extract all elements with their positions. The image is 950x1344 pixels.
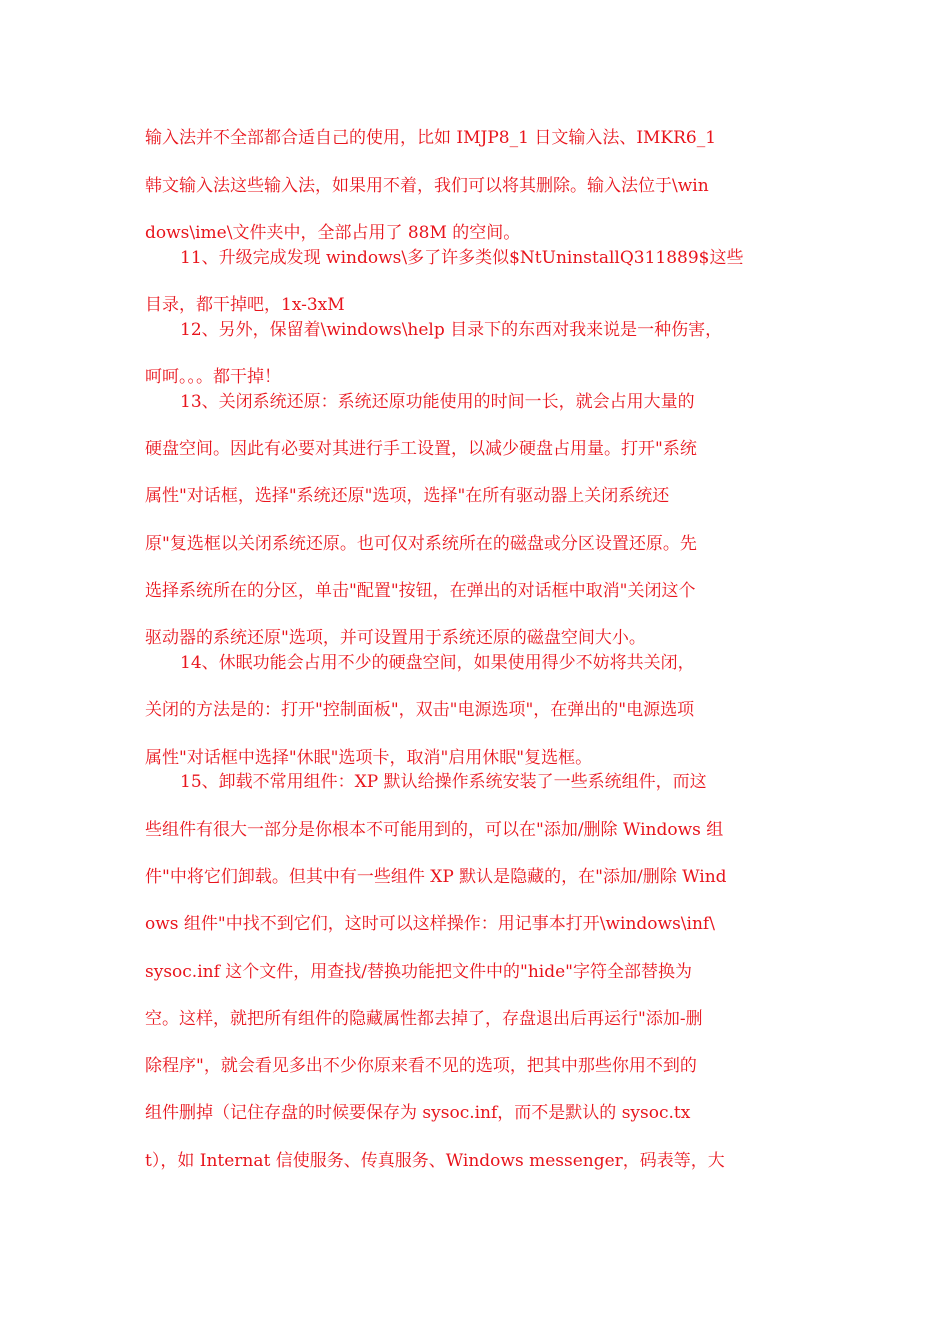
text-line: 韩文输入法这些输入法，如果用不着，我们可以将其删除。输入法位于\win — [145, 176, 709, 196]
text-line: 目录，都干掉吧，1x-3xM — [145, 295, 345, 315]
text-line: 呵呵。。。都干掉！ — [145, 367, 281, 387]
text-line: 关闭的方法是的：打开"控制面板"，双击"电源选项"，在弹出的"电源选项 — [145, 700, 695, 720]
text-line: t），如 Internat 信使服务、传真服务、Windows messenger，码表等，大 — [145, 1151, 725, 1171]
text-line: 件"中将它们卸载。但其中有一些组件 XP 默认是隐藏的，在"添加/删除 Wind — [145, 867, 727, 887]
text-line: 输入法并不全部都合适自己的使用，比如 IMJP8_1 日文输入法、IMKR6_1 — [145, 128, 717, 148]
text-line: ows 组件"中找不到它们，这时可以这样操作：用记事本打开\windows\inf\ — [145, 914, 715, 934]
text-line: 选择系统所在的分区，单击"配置"按钮，在弹出的对话框中取消"关闭这个 — [145, 581, 696, 601]
text-line: 属性"对话框，选择"系统还原"选项，选择"在所有驱动器上关闭系统还 — [145, 486, 670, 506]
text-line: 属性"对话框中选择"休眠"选项卡，取消"启用休眠"复选框。 — [145, 748, 593, 768]
paragraph-11-start: 11、升级完成发现 windows\多了许多类似$NtUninstallQ311889$这些 — [180, 248, 744, 268]
text-line: 空。这样，就把所有组件的隐藏属性都去掉了，存盘退出后再运行"添加-删 — [145, 1009, 703, 1029]
text-line: 些组件有很大一部分是你根本不可能用到的，可以在"添加/删除 Windows 组 — [145, 820, 724, 840]
paragraph-13-start: 13、关闭系统还原：系统还原功能使用的时间一长，就会占用大量的 — [180, 392, 695, 412]
text-line: 组件删掉（记住存盘的时候要保存为 sysoc.inf，而不是默认的 sysoc.tx — [145, 1103, 691, 1123]
text-line: 驱动器的系统还原"选项，并可设置用于系统还原的磁盘空间大小。 — [145, 628, 646, 648]
text-line: 硬盘空间。因此有必要对其进行手工设置，以减少硬盘占用量。打开"系统 — [145, 439, 697, 459]
text-line: dows\ime\文件夹中，全部占用了 88M 的空间。 — [145, 223, 521, 243]
paragraph-14-start: 14、休眠功能会占用不少的硬盘空间，如果使用得少不妨将共关闭， — [180, 653, 695, 673]
paragraph-15-start: 15、卸载不常用组件：XP 默认给操作系统安装了一些系统组件，而这 — [180, 772, 707, 792]
text-line: sysoc.inf 这个文件，用查找/替换功能把文件中的"hide"字符全部替换为 — [145, 962, 692, 982]
text-line: 除程序"，就会看见多出不少你原来看不见的选项，把其中那些你用不到的 — [145, 1056, 697, 1076]
paragraph-12-start: 12、另外，保留着\windows\help 目录下的东西对我来说是一种伤害， — [180, 320, 723, 340]
text-line: 原"复选框以关闭系统还原。也可仅对系统所在的磁盘或分区设置还原。先 — [145, 534, 697, 554]
